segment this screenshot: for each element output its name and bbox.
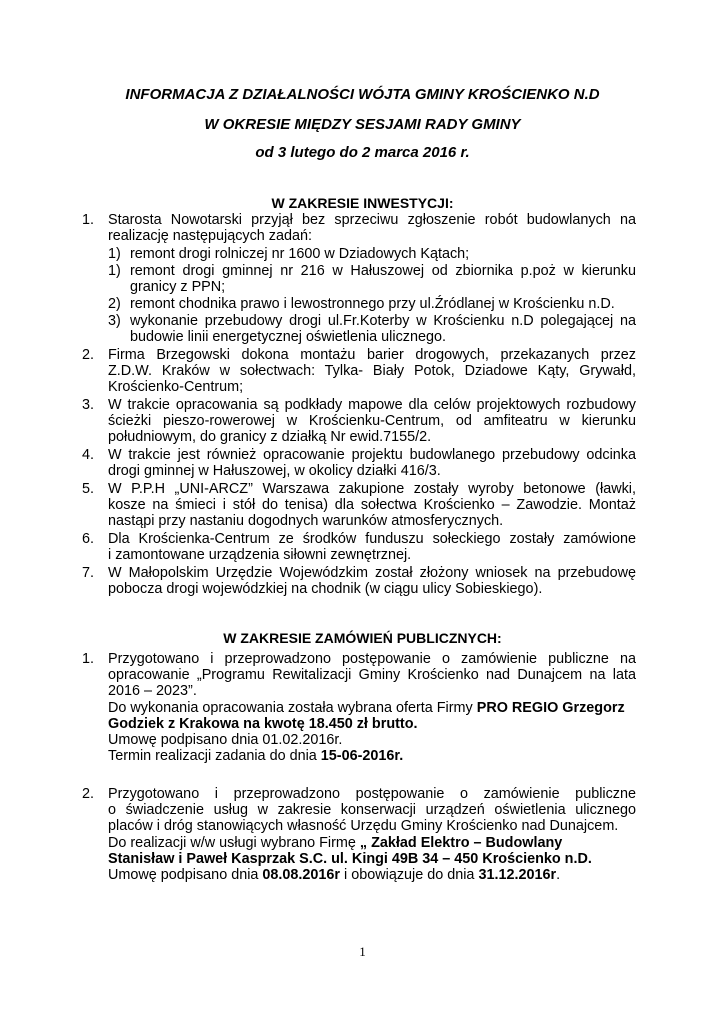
list-item-number: 2. <box>82 347 95 363</box>
list-item-text-part: Umowę podpisano dnia <box>108 867 263 884</box>
sub-list-item-text: remont chodnika prawo i lewostronnego przy ul.Źródlanej w Krościenku n.D. <box>130 296 615 312</box>
signing-date: 08.08.2016r <box>262 867 341 884</box>
list-item-text <box>108 867 636 883</box>
list-item-text: kosze na śmieci i stół do tenisa) dla sołectwa Krościenko – Zawodzie. Montaż <box>108 497 636 514</box>
section-heading-procurement: W ZAKRESIE ZAMÓWIEŃ PUBLICZNYCH: <box>223 630 502 646</box>
list-item-text: o świadczenie usług w zakresie konserwacji urządzeń oświetlenia ulicznego <box>108 802 636 819</box>
list-item-text: W trakcie jest również opracowanie projektu budowlanego przebudowy odcinka <box>108 447 636 463</box>
list-item-number: 1. <box>82 651 95 667</box>
list-item-text-part: . <box>556 867 561 884</box>
list-item-number: 1. <box>82 212 95 228</box>
list-item-text: pobocza drogi wojewódzkiej na chodnik (w ciągu ulicy Sobieskiego). <box>108 581 543 598</box>
list-item-text: W trakcie opracowania są podkłady mapowe dla celów projektowych rozbudowy <box>108 397 636 413</box>
sub-list-item-number: 1) <box>108 263 121 279</box>
list-item-text: Umowę podpisano dnia 01.02.2016r. <box>108 732 343 749</box>
deadline-date: 15-06-2016r. <box>320 748 404 765</box>
document-title-date: od 3 lutego do 2 marca 2016 r. <box>255 144 470 161</box>
list-item-text-part: Do realizacji w/w usługi wybrano Firmę <box>108 834 360 851</box>
list-item-text <box>108 835 636 851</box>
list-item-text <box>108 700 636 716</box>
list-item-text: ścieżki pieszo-rowerowej w Krościenku-Centrum, od amfiteatru w kierunku <box>108 413 636 430</box>
list-item-text: Starosta Nowotarski przyjął bez sprzeciwu zgłoszenie robót budowlanych na <box>108 212 636 228</box>
list-item-number: 6. <box>82 531 95 547</box>
contractor-address: Stanisław i Paweł Kasprzak S.C. ul. Kingi 49B 34 – 450 Krościenko n.D. <box>108 850 592 867</box>
list-item-text: W Małopolskim Urzędzie Wojewódzkim został złożony wniosek na przebudowę <box>108 565 636 581</box>
sub-list-item-number: 1) <box>108 246 121 262</box>
list-item-text: opracowanie „Programu Rewitalizacji Gminy Krościenko nad Dunajcem na lata <box>108 667 636 684</box>
list-item-text: nastąpi przy nastaniu dogodnych warunków atmosferycznych. <box>108 513 504 530</box>
sub-list-item-number: 3) <box>108 313 121 329</box>
end-date: 31.12.2016r <box>478 867 557 884</box>
list-item-number: 4. <box>82 447 95 463</box>
list-item-text: Firma Brzegowski dokona montażu barier drogowych, przekazanych przez <box>108 347 636 363</box>
list-item-text: realizację następujących zadań: <box>108 228 312 245</box>
list-item-text: Krościenko-Centrum; <box>108 379 244 396</box>
list-item-text: Przygotowano i przeprowadzono postępowanie o zamówienie publiczne <box>108 786 636 802</box>
list-item-number: 7. <box>82 565 95 581</box>
sub-list-item-text: remont drogi gminnej nr 216 w Hałuszowej od zbiornika p.poż w kierunku <box>130 263 636 279</box>
contractor-name: PRO REGIO Grzegorz <box>476 699 625 716</box>
list-item-text: Dla Krościenka-Centrum ze środków funduszu sołeckiego zostały zamówione <box>108 531 636 547</box>
list-item-text-part: Do wykonania opracowania została wybrana oferta Firmy <box>108 699 477 716</box>
sub-list-item-number: 2) <box>108 296 121 312</box>
contract-amount: Godziek z Krakowa na kwotę 18.450 zł brutto. <box>108 715 418 732</box>
section-heading-investments: W ZAKRESIE INWESTYCJI: <box>271 195 454 211</box>
document-title-line-1: INFORMACJA Z DZIAŁALNOŚCI WÓJTA GMINY KROŚCIENKO N.D <box>125 86 600 103</box>
list-item-text: 2016 – 2023”. <box>108 683 197 700</box>
list-item-text: drogi gminnej w Hałuszowej, w okolicy działki 416/3. <box>108 463 441 480</box>
sub-list-item-text: wykonanie przebudowy drogi ul.Fr.Koterby w Krościenku n.D polegającej na <box>130 313 636 329</box>
sub-list-item-text: budowie linii energetycznej oświetlenia ulicznego. <box>130 329 446 346</box>
list-item-text: południowym, do granicy z działką Nr ewid.7155/2. <box>108 429 432 446</box>
list-item-text-part: Termin realizacji zadania do dnia <box>108 748 321 765</box>
list-item-text: Z.D.W. Kraków w sołectwach: Tylka- Biały Potok, Dziadowe Kąty, Grywałd, <box>108 363 636 380</box>
contractor-name: „ Zakład Elektro – Budowlany <box>359 834 563 851</box>
document-title-line-2: W OKRESIE MIĘDZY SESJAMI RADY GMINY <box>204 116 521 133</box>
list-item-text-part: i obowiązuje do dnia <box>340 867 479 884</box>
page-number: 1 <box>359 944 366 959</box>
list-item-number: 2. <box>82 786 95 802</box>
list-item-number: 5. <box>82 481 95 497</box>
list-item-text: W P.P.H „UNI-ARCZ” Warszawa zakupione zostały wyroby betonowe (ławki, <box>108 481 636 497</box>
list-item-text <box>108 748 636 764</box>
list-item-text: placów i dróg stanowiących własność Urzędu Gminy Krościenko nad Dunajcem. <box>108 818 619 835</box>
sub-list-item-text: remont drogi rolniczej nr 1600 w Dziadowych Kątach; <box>130 246 470 262</box>
list-item-text: i zamontowane urządzenia siłowni zewnętrznej. <box>108 547 412 564</box>
list-item-text: Przygotowano i przeprowadzono postępowanie o zamówienie publiczne na <box>108 651 636 667</box>
sub-list-item-text: granicy z PPN; <box>130 279 226 296</box>
list-item-number: 3. <box>82 397 95 413</box>
